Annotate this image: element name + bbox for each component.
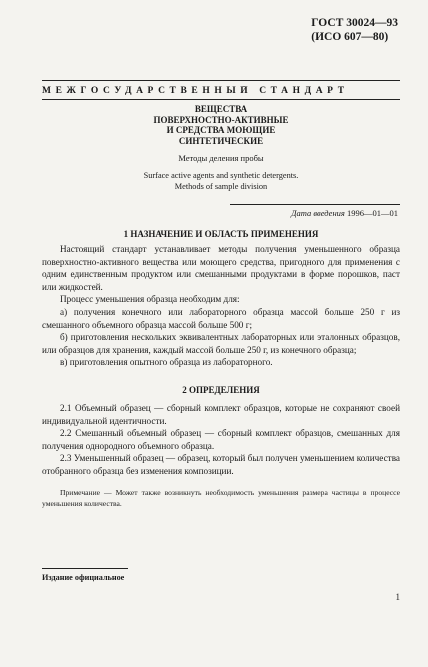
- title-line-3: И СРЕДСТВА МОЮЩИЕ: [166, 125, 276, 135]
- top-rule: [42, 80, 400, 81]
- subtitle-russian: Методы деления пробы: [178, 153, 264, 163]
- subtitle-english: [42, 170, 400, 192]
- definition-2-2: 2.2 Смешанный объемный образец — сборный комплект образцов, смешанных для получения однородного объемного образца.: [42, 428, 400, 451]
- definition-2-3: 2.3 Уменьшенный образец — образец, который был получен уменьшением количества отобранного образца без изменения композиции.: [42, 453, 400, 476]
- section-2-body: [42, 402, 400, 478]
- interstate-standard-banner: МЕЖГОСУДАРСТВЕННЫЙ СТАНДАРТ: [42, 86, 349, 96]
- title-line-1: ВЕЩЕСТВА: [194, 104, 248, 114]
- document-title: [42, 104, 400, 146]
- section-1-item-a: а) получения конечного или лабораторного образца массой больше 250 г из смешанного объемного образца массой больше 500 г;: [42, 306, 400, 330]
- section-1-paragraph-1: Настоящий стандарт устанавливает методы получения уменьшенного образца поверхностно-активного вещества или моющего средства, пригодного для применения с одним единственным продуктом или смешанными продуктами в форме порошков, паст или жидкостей.: [42, 244, 400, 292]
- section-1-body: [42, 243, 400, 369]
- title-line-4: СИНТЕТИЧЕСКИЕ: [178, 135, 264, 146]
- page-number: 1: [395, 592, 400, 602]
- section-1-item-b: б) приготовления нескольких эквивалентных лабораторных или эталонных образцов, или образцов для хранения, каждый массой больше 250 г, из конечного образца;: [42, 332, 400, 355]
- date-rule: [230, 204, 400, 205]
- definition-2-1: 2.1 Объемный образец — сборный комплект образцов, которые не сохраняют своей индивидуальной идентичности.: [42, 403, 400, 426]
- official-edition-label: Издание официальное: [42, 573, 125, 582]
- standard-code-iso: (ИСО 607—80): [311, 31, 389, 43]
- effective-date: [291, 208, 398, 218]
- note-text: Примечание — Может также возникнуть необходимость уменьшения размера частицы в процессе уменьшения количества.: [42, 488, 400, 508]
- subtitle-english-line-1: Surface active agents and synthetic detergents.: [143, 171, 299, 180]
- section-1-heading: 1 НАЗНАЧЕНИЕ И ОБЛАСТЬ ПРИМЕНЕНИЯ: [123, 229, 319, 239]
- standard-code: [311, 16, 398, 44]
- section-1-paragraph-2: Процесс уменьшения образца необходим для:: [60, 294, 240, 305]
- effective-date-label: Дата введения: [291, 208, 345, 218]
- note: [42, 488, 400, 509]
- effective-date-value: 1996—01—01: [347, 208, 398, 218]
- section-1-item-c: в) приготовления опытного образца из лабораторного.: [60, 357, 273, 368]
- section-2-heading: 2 ОПРЕДЕЛЕНИЯ: [182, 385, 260, 395]
- banner-rule: [42, 99, 400, 100]
- title-line-2: ПОВЕРХНОСТНО-АКТИВНЫЕ: [153, 114, 289, 125]
- footer-rule: [42, 568, 128, 569]
- subtitle-english-line-2: Methods of sample division: [174, 182, 268, 191]
- standard-code-gost: ГОСТ 30024—93: [311, 17, 398, 29]
